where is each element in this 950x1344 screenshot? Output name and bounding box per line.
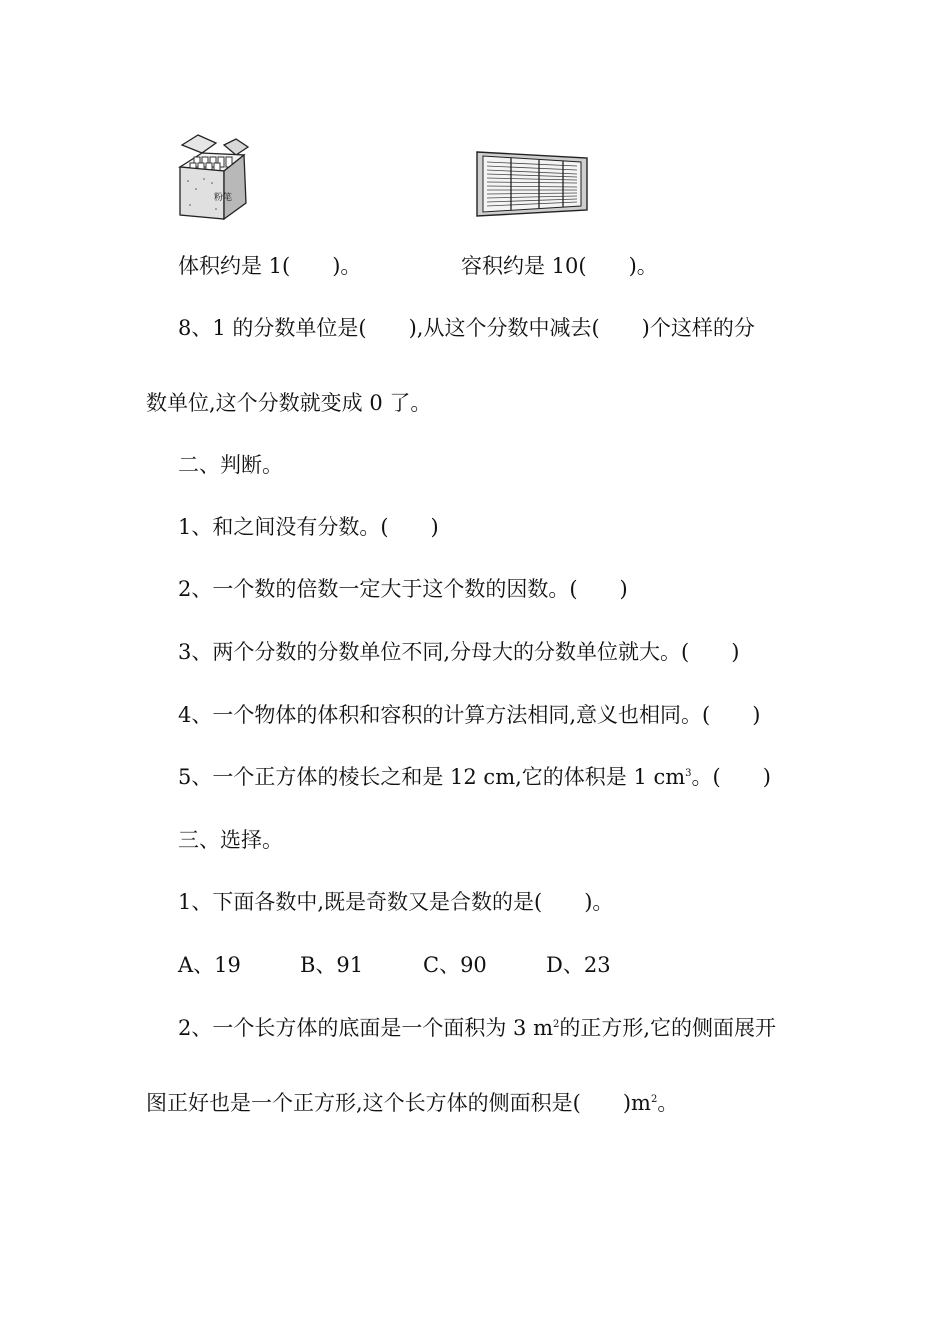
option-c: C、90 [423,953,487,977]
judge-item-5-tail: 。( ) [691,765,771,789]
judge-item-5 [178,764,771,790]
option-a: A、19 [178,953,241,977]
square-exponent: 2 [552,1019,560,1030]
cubic-exponent: 3 [685,768,692,779]
square-exponent-2: 2 [650,1094,658,1105]
choice-q2-line2-text: 图正好也是一个正方形,这个长方体的侧面积是( )m [146,1091,651,1115]
choice-q2-line1-tail: 的正方形,它的侧面展开 [559,1016,777,1040]
judge-item-2: 2、一个数的倍数一定大于这个数的因数。( ) [178,577,628,601]
q8-line2: 数单位,这个分数就变成 0 了。 [146,391,432,415]
option-b: B、91 [300,953,364,977]
chalk-box-icon [176,133,252,221]
choice-q1-text: 1、下面各数中,既是奇数又是合数的是( )。 [178,890,614,914]
chalk-box-label: 粉笔 [214,193,233,203]
q8-line1: 8、1 的分数单位是( ),从这个分数中减去( )个这样的分 [178,316,755,340]
option-d: D、23 [546,953,611,977]
choice-q2-line2-tail: 。 [657,1091,679,1115]
q7-left-text: 体积约是 1( )。 [178,254,362,278]
judge-item-5-text: 5、一个正方体的棱长之和是 12 cm,它的体积是 1 cm [178,765,686,789]
drawer-cabinet-icon [475,148,589,220]
judge-item-3: 3、两个分数的分数单位不同,分母大的分数单位就大。( ) [178,640,740,664]
q7-right-text: 容积约是 10( )。 [461,254,658,278]
section2-heading: 二、判断。 [178,453,283,477]
judge-item-1: 1、和之间没有分数。( ) [178,515,439,539]
section3-heading: 三、选择。 [178,828,283,852]
choice-q2-line1 [178,1015,776,1041]
choice-q2-line1-text: 2、一个长方体的底面是一个面积为 3 m [178,1016,553,1040]
judge-item-4: 4、一个物体的体积和容积的计算方法相同,意义也相同。( ) [178,703,761,727]
choice-q2-line2 [146,1090,678,1116]
